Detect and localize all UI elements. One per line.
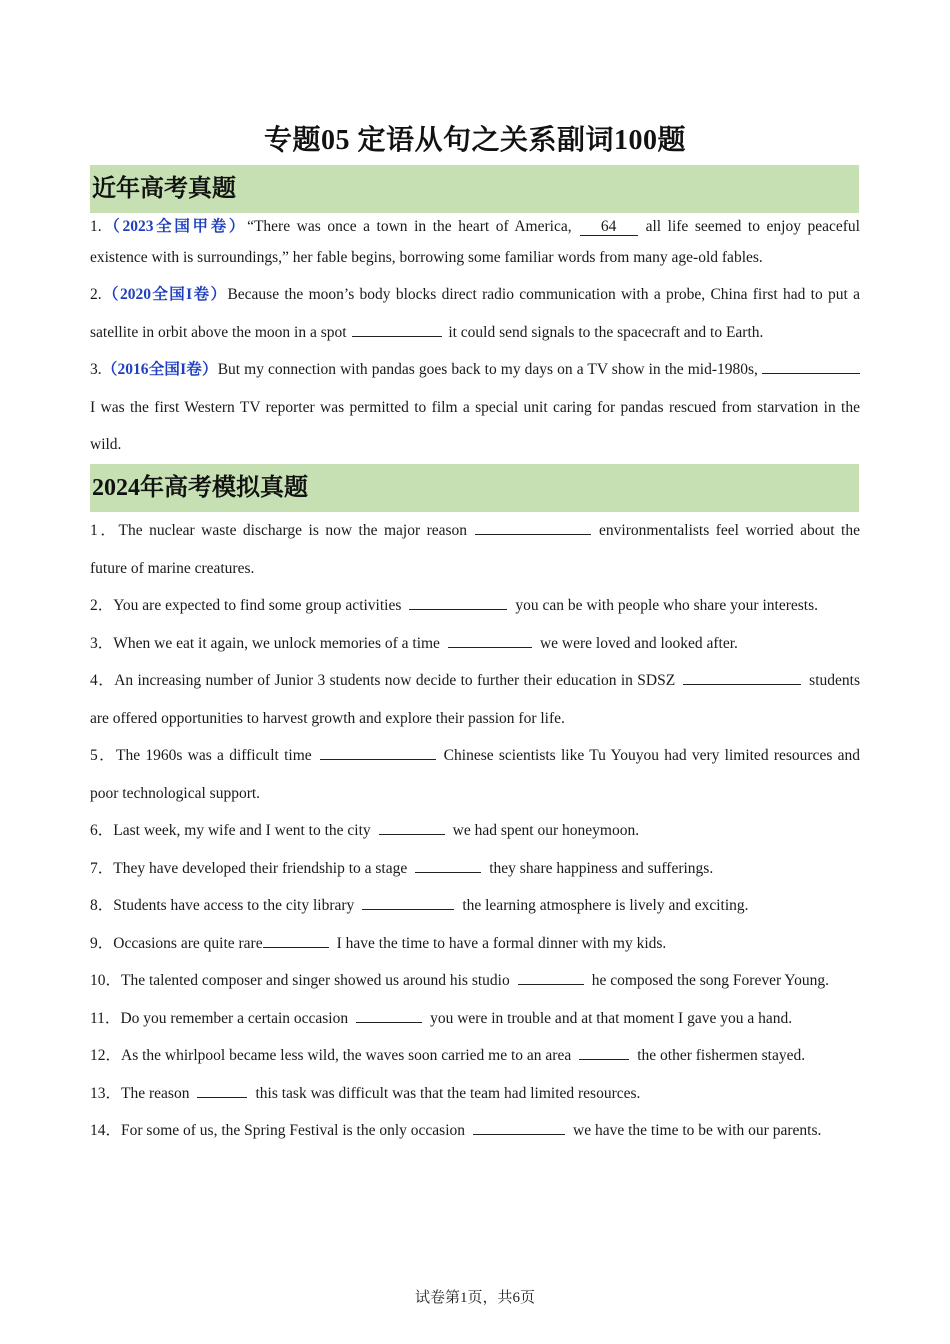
question-number: 12． — [90, 1047, 122, 1064]
question-number: 11． — [90, 1009, 121, 1027]
question-text-before: An increasing number of Junior 3 students now decide to further their education in SDSZ — [114, 672, 676, 689]
question-text-after: we were loved and looked after. — [539, 634, 738, 652]
question-source: （2016全国I卷） — [101, 361, 218, 378]
question-number: 4． — [90, 672, 115, 689]
question-number: 5． — [90, 747, 117, 764]
answer-blank[interactable] — [475, 517, 591, 535]
question-item — [90, 1000, 860, 1038]
question-number: 6． — [90, 822, 114, 839]
question-text-before: Because the moon’s body blocks direct radio communication with a probe, China first had to put a satellite in orbit above the moon in a spot — [90, 286, 860, 341]
question-number: 2. — [90, 286, 102, 303]
question-text-before: They have developed their friendship to a stage — [113, 859, 408, 877]
section-recent-exams — [90, 208, 860, 464]
answer-blank[interactable] — [379, 817, 445, 835]
question-text-after: Chinese scientists like Tu Youyou had very limited resources and poor technological support. — [90, 747, 860, 802]
question-text-after: they share happiness and sufferings. — [489, 859, 714, 877]
question-text-after: this task was difficult was that the team had limited resources. — [255, 1084, 641, 1102]
question-number: 3． — [90, 634, 114, 652]
answer-blank[interactable] — [415, 855, 481, 873]
answer-blank[interactable] — [518, 967, 584, 985]
question-text-before: But my connection with pandas goes back to my days on a TV show in the mid-1980s, — [217, 361, 758, 378]
question-item — [90, 737, 860, 812]
question-number: 2． — [90, 597, 114, 614]
question-text-before: The reason — [121, 1084, 190, 1102]
question-number: 14． — [90, 1122, 122, 1139]
question-text-before: Occasions are quite rare — [113, 934, 263, 952]
question-text-before: The 1960s was a difficult time — [116, 747, 312, 764]
question-text-after: we have the time to be with our parents. — [573, 1122, 822, 1139]
question-text-before: When we eat it again, we unlock memories of a time — [113, 634, 440, 652]
answer-blank[interactable] — [762, 356, 860, 374]
answer-blank[interactable] — [683, 667, 801, 685]
answer-blank[interactable] — [473, 1117, 565, 1135]
question-text-before: The nuclear waste discharge is now the major reason — [118, 522, 468, 539]
question-text-after: all life seemed to enjoy peaceful existence with is surroundings,” her fable begins, borrowing some familiar words from many age-old fables. — [90, 218, 860, 266]
answer-blank[interactable]: 64 — [580, 218, 638, 236]
answer-blank[interactable] — [356, 1005, 422, 1023]
question-item — [90, 962, 860, 1000]
question-text-after: we had spent our honeymoon. — [452, 822, 640, 839]
question-text-after: you were in trouble and at that moment I gave you a hand. — [430, 1009, 793, 1027]
question-1 — [90, 211, 860, 273]
question-item — [90, 662, 860, 737]
question-text-after: environmentalists feel worried about the future of marine creatures. — [90, 522, 860, 577]
section-heading-mock-exams: 2024年高考模拟真题 — [90, 464, 859, 512]
question-item — [90, 887, 860, 925]
question-text-after: students are offered opportunities to harvest growth and explore their passion for life. — [90, 672, 860, 727]
question-number: 9． — [90, 934, 114, 952]
question-number: 1. — [90, 218, 102, 235]
document-title: 专题05 定语从句之关系副词100题 — [263, 125, 686, 156]
question-item — [90, 1037, 860, 1075]
question-text-before: Last week, my wife and I went to the city — [113, 822, 371, 839]
question-text-before: You are expected to find some group activities — [113, 597, 402, 614]
question-3 — [90, 351, 860, 464]
question-text-before: Do you remember a certain occasion — [120, 1009, 349, 1027]
question-source: （2023全国甲卷） — [101, 218, 248, 235]
question-text-after: he composed the song Forever Young. — [591, 972, 829, 989]
answer-blank[interactable] — [362, 892, 454, 910]
answer-blank[interactable] — [448, 630, 532, 648]
answer-blank[interactable] — [320, 742, 436, 760]
question-item — [90, 625, 860, 663]
question-item — [90, 1112, 860, 1150]
question-number: 13． — [90, 1084, 122, 1102]
question-text-before: The talented composer and singer showed us around his studio — [121, 972, 510, 989]
question-item — [90, 1075, 860, 1113]
question-item — [90, 587, 860, 625]
question-item — [90, 850, 860, 888]
answer-blank[interactable] — [579, 1042, 629, 1060]
answer-blank[interactable] — [197, 1080, 247, 1098]
question-number: 3. — [90, 361, 102, 378]
answer-blank[interactable] — [409, 592, 507, 610]
section-mock-exams — [90, 512, 860, 1150]
question-text-after: it could send signals to the spacecraft and to Earth. — [448, 323, 764, 341]
question-text-before: As the whirlpool became less wild, the waves soon carried me to an area — [121, 1047, 572, 1064]
question-2 — [90, 276, 860, 351]
question-text-after: I was the first Western TV reporter was permitted to film a special unit caring for pandas rescued from starvation in the wild. — [90, 398, 860, 453]
question-source: （2020全国I卷） — [101, 286, 228, 303]
question-number: 7． — [90, 859, 114, 877]
question-item — [90, 512, 860, 587]
question-number: 1． — [90, 522, 119, 539]
page-footer: 试卷第1页，共6页 — [414, 1290, 535, 1306]
answer-blank[interactable] — [352, 319, 442, 337]
question-text-before: Students have access to the city library — [113, 897, 355, 914]
question-text-before: “There was once a town in the heart of America, — [247, 218, 572, 235]
question-text-after: the learning atmosphere is lively and exciting. — [462, 897, 749, 914]
question-text-before: For some of us, the Spring Festival is the only occasion — [121, 1122, 465, 1139]
question-item — [90, 925, 860, 963]
question-text-after: I have the time to have a formal dinner with my kids. — [336, 934, 667, 952]
question-text-after: you can be with people who share your interests. — [515, 597, 818, 614]
question-text-after: the other fishermen stayed. — [637, 1047, 806, 1064]
question-number: 10． — [90, 972, 122, 989]
question-number: 8． — [90, 897, 114, 914]
answer-blank[interactable] — [263, 930, 329, 948]
section-heading-recent-exams: 近年高考真题 — [90, 165, 859, 213]
question-item — [90, 812, 860, 850]
